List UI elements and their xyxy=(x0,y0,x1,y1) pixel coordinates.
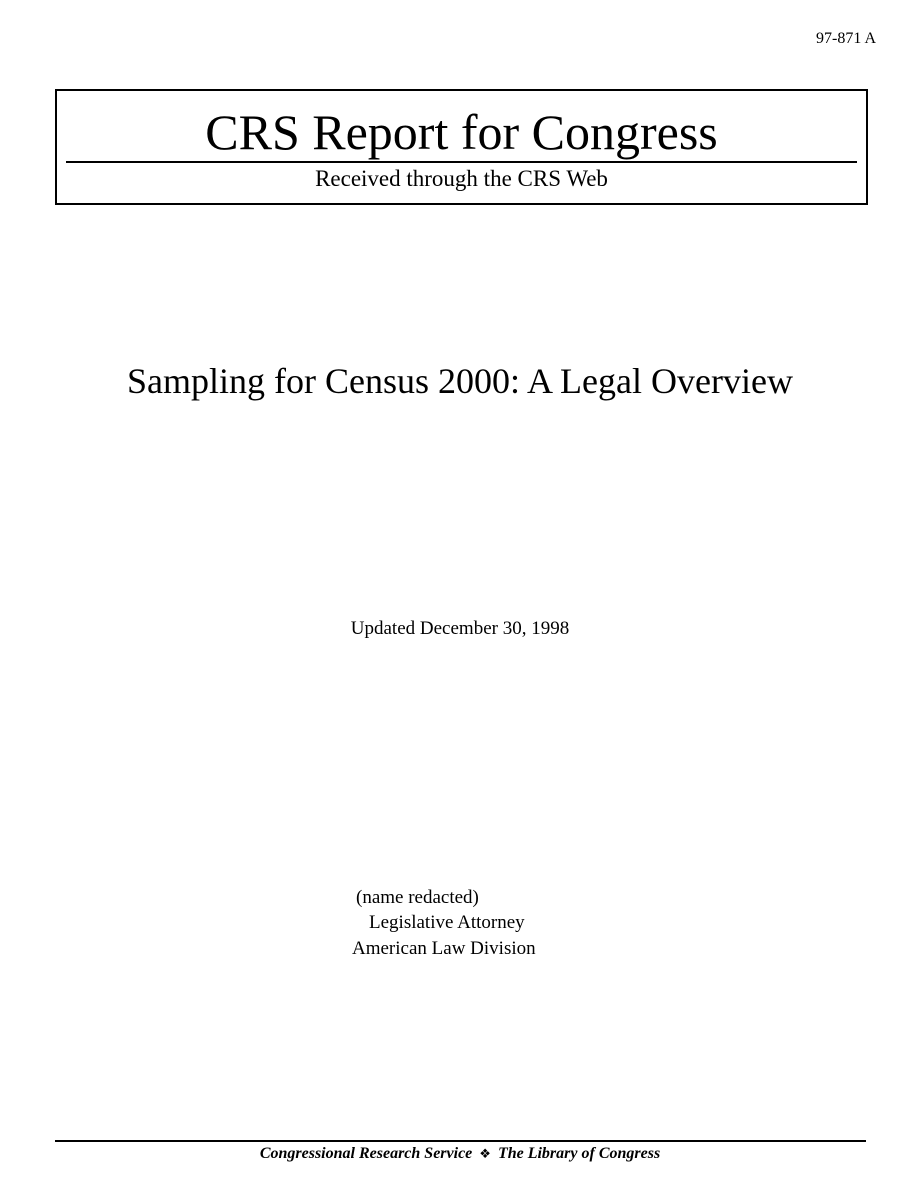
footer xyxy=(0,1144,920,1165)
report-header-subtitle: Received through the CRS Web xyxy=(315,166,608,191)
header-divider xyxy=(66,161,857,163)
diamond-icon: ❖ xyxy=(479,1147,491,1162)
author-role: Legislative Attorney xyxy=(369,912,525,933)
report-header-title: CRS Report for Congress xyxy=(205,104,718,160)
author-division: American Law Division xyxy=(352,938,536,959)
document-title: Sampling for Census 2000: A Legal Overview xyxy=(127,361,793,401)
document-date: Updated December 30, 1998 xyxy=(350,618,570,639)
footer-publisher: Congressional Research Service xyxy=(259,1145,473,1162)
footer-divider xyxy=(55,1140,866,1142)
report-header-box xyxy=(55,89,868,205)
author-name: (name redacted) xyxy=(356,887,479,908)
report-number: 97-871 A xyxy=(816,30,876,47)
footer-library: The Library of Congress xyxy=(497,1145,661,1162)
